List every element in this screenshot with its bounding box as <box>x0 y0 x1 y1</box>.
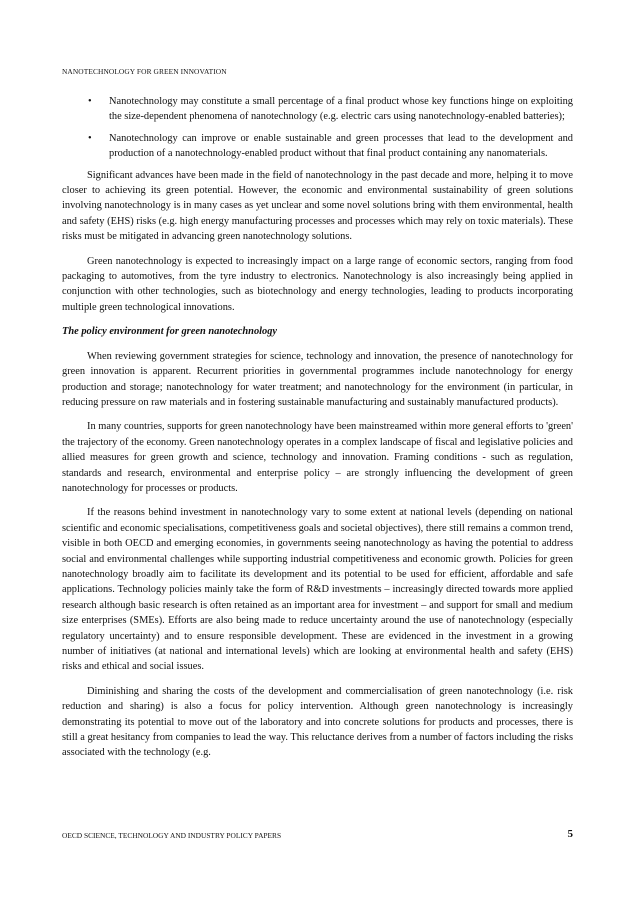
bullet-list <box>62 94 573 162</box>
bullet-icon: • <box>88 132 92 144</box>
body-paragraph: When reviewing government strategies for science, technology and innovation, the presence of nanotechnology for green innovation is apparent. Recurrent priorities in governmental programmes include nanotechnology for energy production and storage; nanotechnology for water treatment; and nanotechnology for the environment (in particular, in reducing pressure on raw materials and in fostering sustainable manufacturing and sustainably manufactured products). <box>62 350 573 408</box>
page-number: 5 <box>567 828 573 840</box>
bullet-icon: • <box>88 96 92 107</box>
bullet-item <box>62 131 573 162</box>
bullet-text: Nanotechnology can improve or enable sustainable and green processes that lead to the development and production of a nanotechnology-enabled product without that final product containing any nanomaterials. <box>109 132 573 160</box>
section-heading: The policy environment for green nanotechnology <box>62 326 278 338</box>
footer-series-title: OECD SCIENCE, TECHNOLOGY AND INDUSTRY POLICY PAPERS <box>62 831 282 840</box>
body-paragraph: Significant advances have been made in the field of nanotechnology in the past decade and more, helping it to move closer to achieving its green potential. However, the economic and environmental sustainability of green solutions involving nanotechnology is in many cases as yet unclear and some novel solutions bring with them environmental, health and safety (EHS) risks (e.g. high energy manufacturing processes and processes which may rely on toxic materials). These risks must be mitigated in advancing green nanotechnology solutions. <box>62 169 573 243</box>
running-header: NANOTECHNOLOGY FOR GREEN INNOVATION <box>62 67 227 76</box>
body-paragraph: Diminishing and sharing the costs of the development and commercialisation of green nanotechnology (i.e. risk reduction and sharing) is also a focus for policy intervention. Although green nanotechnology is increasingly demonstrating its potential to move out of the laboratory and into concrete solutions for products and processes, there is still a great hesitancy from companies to lead the way. This reluctance derives from a number of factors including the risks associated with the technology (e.g. <box>62 685 573 759</box>
body-paragraph: Green nanotechnology is expected to increasingly impact on a large range of economic sectors, ranging from food packaging to automotives, from the tyre industry to electronics. Nanotechnology is also increasingly being applied in conjunction with other technologies, such as biotechnology and energy technologies, leading to products incorporating multiple green technological innovations. <box>62 255 573 313</box>
bullet-text: Nanotechnology may constitute a small percentage of a final product whose key functions hinge on exploiting the size-dependent phenomena of nanotechnology (e.g. electric cars using nanotechnology-enabled batteries); <box>109 96 573 123</box>
body-paragraph: In many countries, supports for green nanotechnology have been mainstreamed within more general efforts to 'green' the trajectory of the economy. Green nanotechnology operates in a complex landscape of fiscal and legislative policies and allied measures for green growth and science, technology and innovation. Framing conditions - such as regulation, standards and research, environmental and enterprise policy – are strongly influencing the development of green nanotechnology for processes or products. <box>62 421 573 494</box>
bullet-item <box>62 94 573 125</box>
body-paragraph: If the reasons behind investment in nanotechnology vary to some extent at national levels (depending on national scientific and economic specialisations, competitiveness goals and societal objectives), there still remains a common trend, visible in both OECD and emerging economies, in governments seeing nanotechnology as having the potential to address social and environmental challenges while supporting industrial competitiveness and economic growth. Policies for green nanotechnology broadly aim to facilitate its development and its potential to be used for efficient, affordable and safe applications. Technology policies mainly take the form of R&D investments – increasingly directed towards more applied research although basic research is often retained as an important area for investment – and support for small and medium size enterprises (SMEs). Efforts are also being made to reduce uncertainty around the use of nanotechnology (especially regulatory uncertainty) and to ensure responsible development. These are evidenced in the investment in a growing number of initiatives (at national and international levels) which are looking at environmental health and safety (EHS) risks and ethical and social issues. <box>62 507 574 673</box>
page-body <box>62 94 573 770</box>
page-footer <box>62 828 573 842</box>
